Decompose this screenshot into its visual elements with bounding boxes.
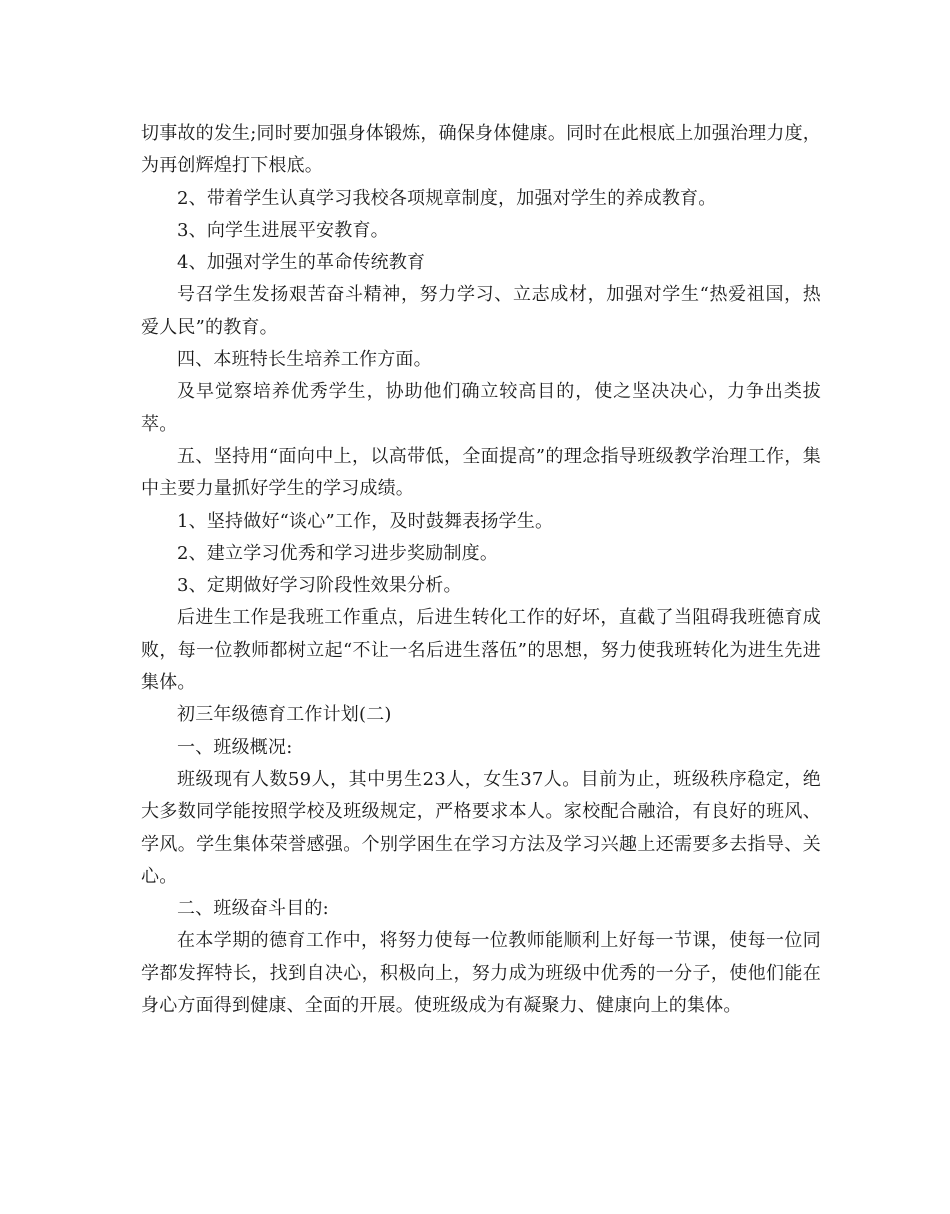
paragraph: 3、定期做好学习阶段性效果分析。 (177, 575, 462, 597)
section-heading: 五、坚持用“面向中上，以高带低，全面提高”的理念指导班级教学治理工作，集中主要力量抓好学生的学习成绩。 (141, 445, 821, 500)
paragraph: 2、带着学生认真学习我校各项规章制度，加强对学生的养成教育。 (177, 187, 717, 209)
document-body (141, 118, 821, 1022)
paragraph: 后进生工作是我班工作重点，后进生转化工作的好坏，直截了当阻碍我班德育成败，每一位教师都树立起“不让一名后进生落伍”的思想，努力使我班转化为进生先进集体。 (141, 607, 821, 694)
paragraph: 4、加强对学生的革命传统教育 (177, 252, 426, 274)
paragraph: 3、向学生进展平安教育。 (177, 219, 389, 241)
section-heading: 二、班级奋斗目的: (177, 898, 329, 920)
document-title: 初三年级德育工作计划(二) (177, 704, 392, 726)
paragraph: 号召学生发扬艰苦奋斗精神，努力学习、立志成材，加强对学生“热爱祖国，热爱人民”的教育。 (141, 284, 821, 338)
section-heading: 四、本班特长生培养工作方面。 (177, 349, 432, 371)
paragraph: 班级现有人数59人，其中男生23人，女生37人。目前为止，班级秩序稳定，绝大多数同学能按照学校及班级规定，严格要求本人。家校配合融洽，有良好的班风、学风。学生集体荣誉感强。个别学困生在学习方法及学习兴趣上还需要多去指导、关心。 (141, 768, 821, 887)
paragraph: 及早觉察培养优秀学生，协助他们确立较高目的，使之坚决决心，力争出类拔萃。 (141, 381, 821, 435)
section-heading: 一、班级概况: (177, 736, 293, 758)
paragraph: 在本学期的德育工作中，将努力使每一位教师能顺利上好每一节课，使每一位同学都发挥特长，找到自决心，积极向上，努力成为班级中优秀的一分子，使他们能在身心方面得到健康、全面的开展。使班级成为有凝聚力、健康向上的集体。 (141, 930, 821, 1017)
paragraph: 2、建立学习优秀和学习进步奖励制度。 (177, 542, 499, 564)
paragraph: 1、坚持做好“谈心”工作，及时鼓舞表扬学生。 (177, 510, 554, 532)
paragraph: 切事故的发生;同时要加强身体锻炼，确保身体健康。同时在此根底上加强治理力度，为再创辉煌打下根底。 (141, 123, 821, 177)
